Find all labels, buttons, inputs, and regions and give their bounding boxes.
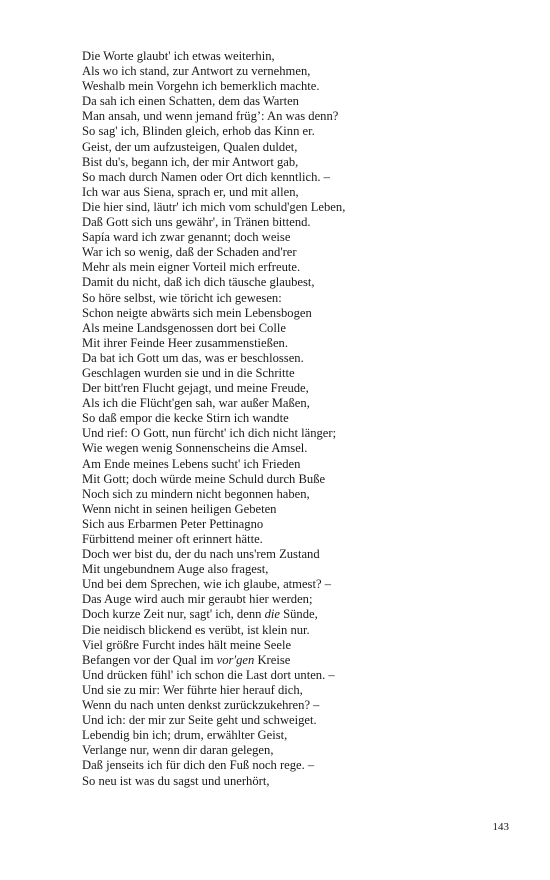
- verse-line: Die hier sind, läutr' ich mich vom schuld'gen Leben,: [82, 199, 346, 214]
- verse-line: Da bat ich Gott um das, was er beschlossen.: [82, 350, 304, 365]
- verse-line: Wie wegen wenig Sonnenscheins die Amsel.: [82, 441, 308, 456]
- verse-line: Doch wer bist du, der du nach uns'rem Zustand: [82, 547, 320, 562]
- verse-line: Als meine Landsgenossen dort bei Colle: [82, 320, 286, 335]
- verse-line: Weshalb mein Vorgehn ich bemerklich machte.: [82, 79, 320, 94]
- verse-line: Verlange nur, wenn dir daran gelegen,: [82, 743, 274, 758]
- verse-line: Und ich: der mir zur Seite geht und schweiget.: [82, 713, 317, 728]
- verse-line: So mach durch Namen oder Ort dich kenntlich. –: [82, 169, 330, 184]
- verse-line: Damit du nicht, daß ich dich täusche glaubest,: [82, 275, 315, 290]
- verse-line: Geist, der um aufzusteigen, Qualen duldet,: [82, 139, 298, 154]
- verse-line: Die Worte glaubt' ich etwas weiterhin,: [82, 49, 275, 63]
- verse-line: So sag' ich, Blinden gleich, erhob das Kinn er.: [82, 124, 315, 139]
- verse-line: Ich war aus Siena, sprach er, und mit allen,: [82, 184, 299, 199]
- verse-line: Als ich die Flücht'gen sah, war außer Maßen,: [82, 396, 310, 411]
- verse-line: Schon neigte abwärts sich mein Lebensbogen: [82, 305, 312, 320]
- verse-line: War ich so wenig, daß der Schaden and'rer: [82, 245, 297, 260]
- verse-line: Man ansah, und wenn jemand frügʼ: An was denn?: [82, 109, 339, 124]
- verse-line: Und bei dem Sprechen, wie ich glaube, atmest? –: [82, 577, 331, 592]
- verse-line: Und rief: O Gott, nun fürcht' ich dich nicht länger;: [82, 426, 337, 441]
- verse-line: Sich aus Erbarmen Peter Pettinagno: [82, 516, 264, 531]
- verse-line: Mit ihrer Feinde Heer zusammenstießen.: [82, 335, 288, 350]
- verse-line: Sapía ward ich zwar genannt; doch weise: [82, 230, 291, 245]
- verse-line: Mit ungebundnem Auge also fragest,: [82, 562, 269, 577]
- page-number: 143: [492, 821, 509, 833]
- verse-line: So neu ist was du sagst und unerhört,: [82, 773, 270, 788]
- verse-line: Der bitt'ren Flucht gejagt, und meine Freude,: [82, 381, 309, 396]
- verse-line: Daß jenseits ich für dich den Fuß noch rege. –: [82, 758, 315, 773]
- verse-line: [82, 607, 345, 622]
- verse-line: Wenn nicht in seinen heiligen Gebeten: [82, 501, 277, 516]
- verse-line: Wenn du nach unten denkst zurückzukehren? –: [82, 698, 320, 713]
- verse-line-emphasis: vor'gen: [216, 652, 255, 667]
- verse-line: Das Auge wird auch mir geraubt hier werden;: [82, 592, 313, 607]
- verse-line: Noch sich zu mindern nicht begonnen haben,: [82, 486, 310, 501]
- verse-line: Und sie zu mir: Wer führte hier herauf dich,: [82, 682, 303, 697]
- verse-line: So daß empor die kecke Stirn ich wandte: [82, 411, 289, 426]
- verse-line: Mehr als mein eigner Vorteil mich erfreute.: [82, 260, 301, 275]
- verse-line: [82, 653, 345, 668]
- verse-line-segment: Befangen vor der Qual im: [82, 652, 217, 667]
- verse-line-segment: Doch kurze Zeit nur, sagt' ich, denn: [82, 607, 265, 622]
- verse-line-segment: Kreise: [254, 652, 291, 667]
- verse-line: So höre selbst, wie töricht ich gewesen:: [82, 290, 282, 305]
- verse-line: Mit Gott; doch würde meine Schuld durch Buße: [82, 471, 326, 486]
- verse-line: Lebendig bin ich; drum, erwählter Geist,: [82, 728, 288, 743]
- verse-line: Daß Gott sich uns gewähr', in Tränen bittend.: [82, 215, 311, 230]
- verse-line: Die neidisch blickend es verübt, ist klein nur.: [82, 622, 310, 637]
- verse-line: Viel größre Furcht indes hält meine Seele: [82, 637, 292, 652]
- verse-line: Und drücken fühl' ich schon die Last dort unten. –: [82, 667, 335, 682]
- verse-line: Fürbittend meiner oft erinnert hätte.: [82, 532, 263, 546]
- verse-line: Als wo ich stand, zur Antwort zu vernehmen,: [82, 64, 311, 79]
- verse-line: Am Ende meines Lebens sucht' ich Frieden: [82, 456, 301, 471]
- verse-line-segment: Sünde,: [279, 607, 318, 622]
- verse-line: Bist du's, begann ich, der mir Antwort gab,: [82, 154, 299, 169]
- verse-line-emphasis: die: [264, 607, 280, 622]
- verse-line: Geschlagen wurden sie und in die Schritte: [82, 365, 295, 380]
- verse-line: Da sah ich einen Schatten, dem das Warten: [82, 94, 299, 109]
- verse-text-block: [82, 49, 345, 789]
